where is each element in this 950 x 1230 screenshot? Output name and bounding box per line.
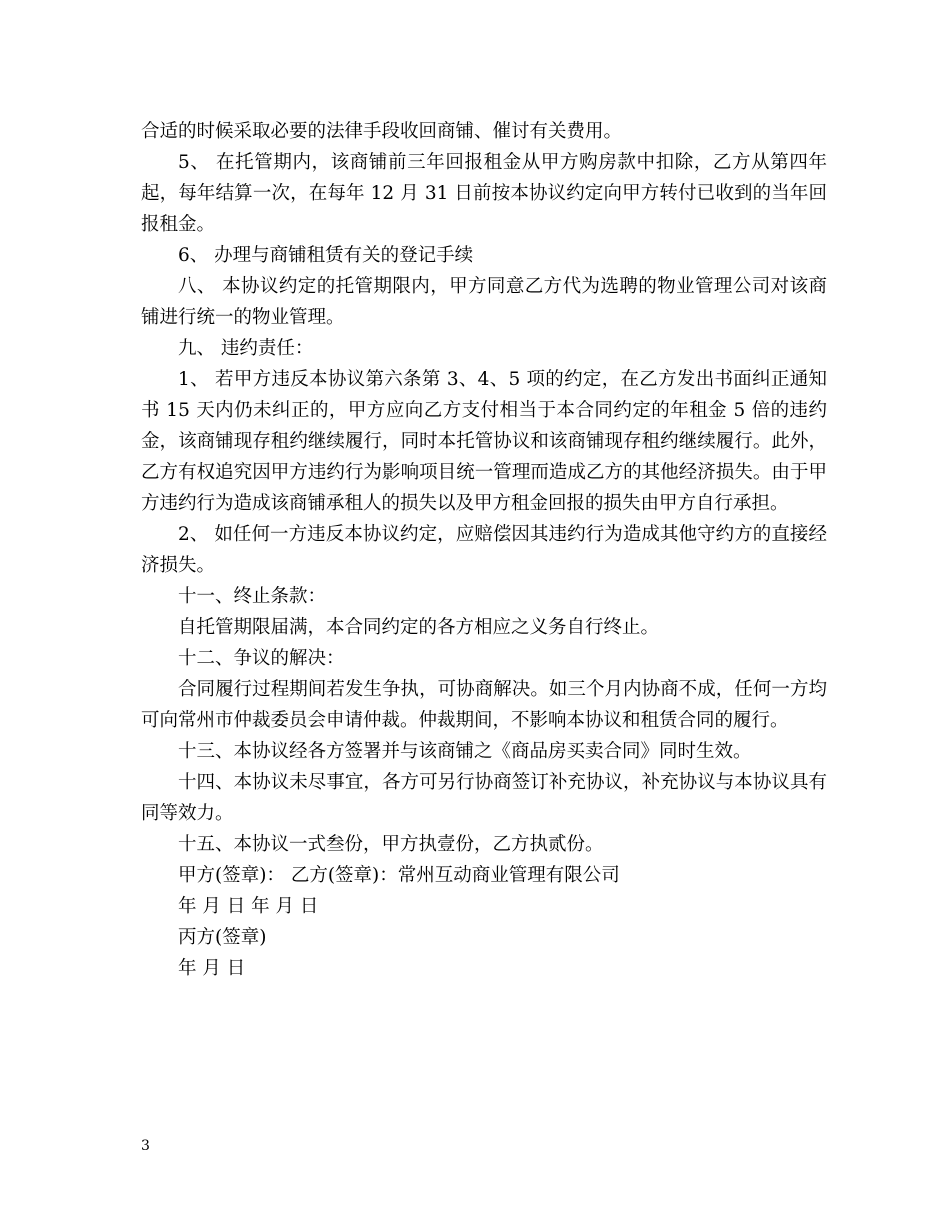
paragraph-termination: 自托管期限届满，本合同约定的各方相应之义务自行终止。 — [178, 617, 660, 638]
signature-line-parties: 甲方(签章)： 乙方(签章)：常州互动商业管理有限公司 — [178, 865, 620, 886]
heading-clause-12: 十二、争议的解决： — [178, 648, 345, 669]
page-number: 3 — [141, 1138, 150, 1154]
paragraph-clause-13: 十三、本协议经各方签署并与该商铺之《商品房买卖合同》同时生效。 — [178, 741, 752, 762]
date-line-third-party: 年 月 日 — [178, 958, 246, 979]
document-body — [141, 116, 827, 984]
paragraph-breach-2: 2、 如任何一方违反本协议约定，应赔偿因其违约行为造成其他守约方的直接经济损失。 — [141, 524, 827, 576]
paragraph-continuation: 合适的时候采取必要的法律手段收回商铺、催讨有关费用。 — [141, 121, 623, 142]
heading-clause-9: 九、 违约责任： — [178, 338, 314, 359]
paragraph-item-6: 6、 办理与商铺租赁有关的登记手续 — [178, 245, 474, 266]
heading-clause-11: 十一、终止条款： — [178, 586, 327, 607]
date-line-parties: 年 月 日 年 月 日 — [178, 896, 319, 917]
paragraph-clause-8: 八、 本协议约定的托管期限内，甲方同意乙方代为选聘的物业管理公司对该商铺进行统一的物业管理。 — [141, 276, 827, 328]
paragraph-clause-14: 十四、本协议未尽事宜，各方可另行协商签订补充协议，补充协议与本协议具有同等效力。 — [141, 772, 827, 824]
paragraph-item-5: 5、 在托管期内，该商铺前三年回报租金从甲方购房款中扣除，乙方从第四年起，每年结算一次，在每年 12 月 31 日前按本协议约定向甲方转付已收到的当年回报租金。 — [141, 152, 827, 235]
paragraph-breach-1: 1、 若甲方违反本协议第六条第 3、4、5 项的约定，在乙方发出书面纠正通知书 15 天内仍未纠正的，甲方应向乙方支付相当于本合同约定的年租金 5 倍的违约金，该商铺现存租约继续履行，同时本托管协议和该商铺现存租约继续履行。此外，乙方有权追究因甲方违约行为影响项目统一管理而造成乙方的其他经济损失。由于甲方违约行为造成该商铺承租人的损失以及甲方租金回报的损失由甲方自行承担。 — [141, 369, 827, 514]
paragraph-clause-15: 十五、本协议一式叁份，甲方执壹份，乙方执贰份。 — [178, 834, 604, 855]
paragraph-dispute: 合同履行过程期间若发生争执，可协商解决。如三个月内协商不成，任何一方均可向常州市仲裁委员会申请仲裁。仲裁期间，不影响本协议和租赁合同的履行。 — [141, 679, 827, 731]
signature-line-third-party: 丙方(签章) — [178, 927, 267, 948]
